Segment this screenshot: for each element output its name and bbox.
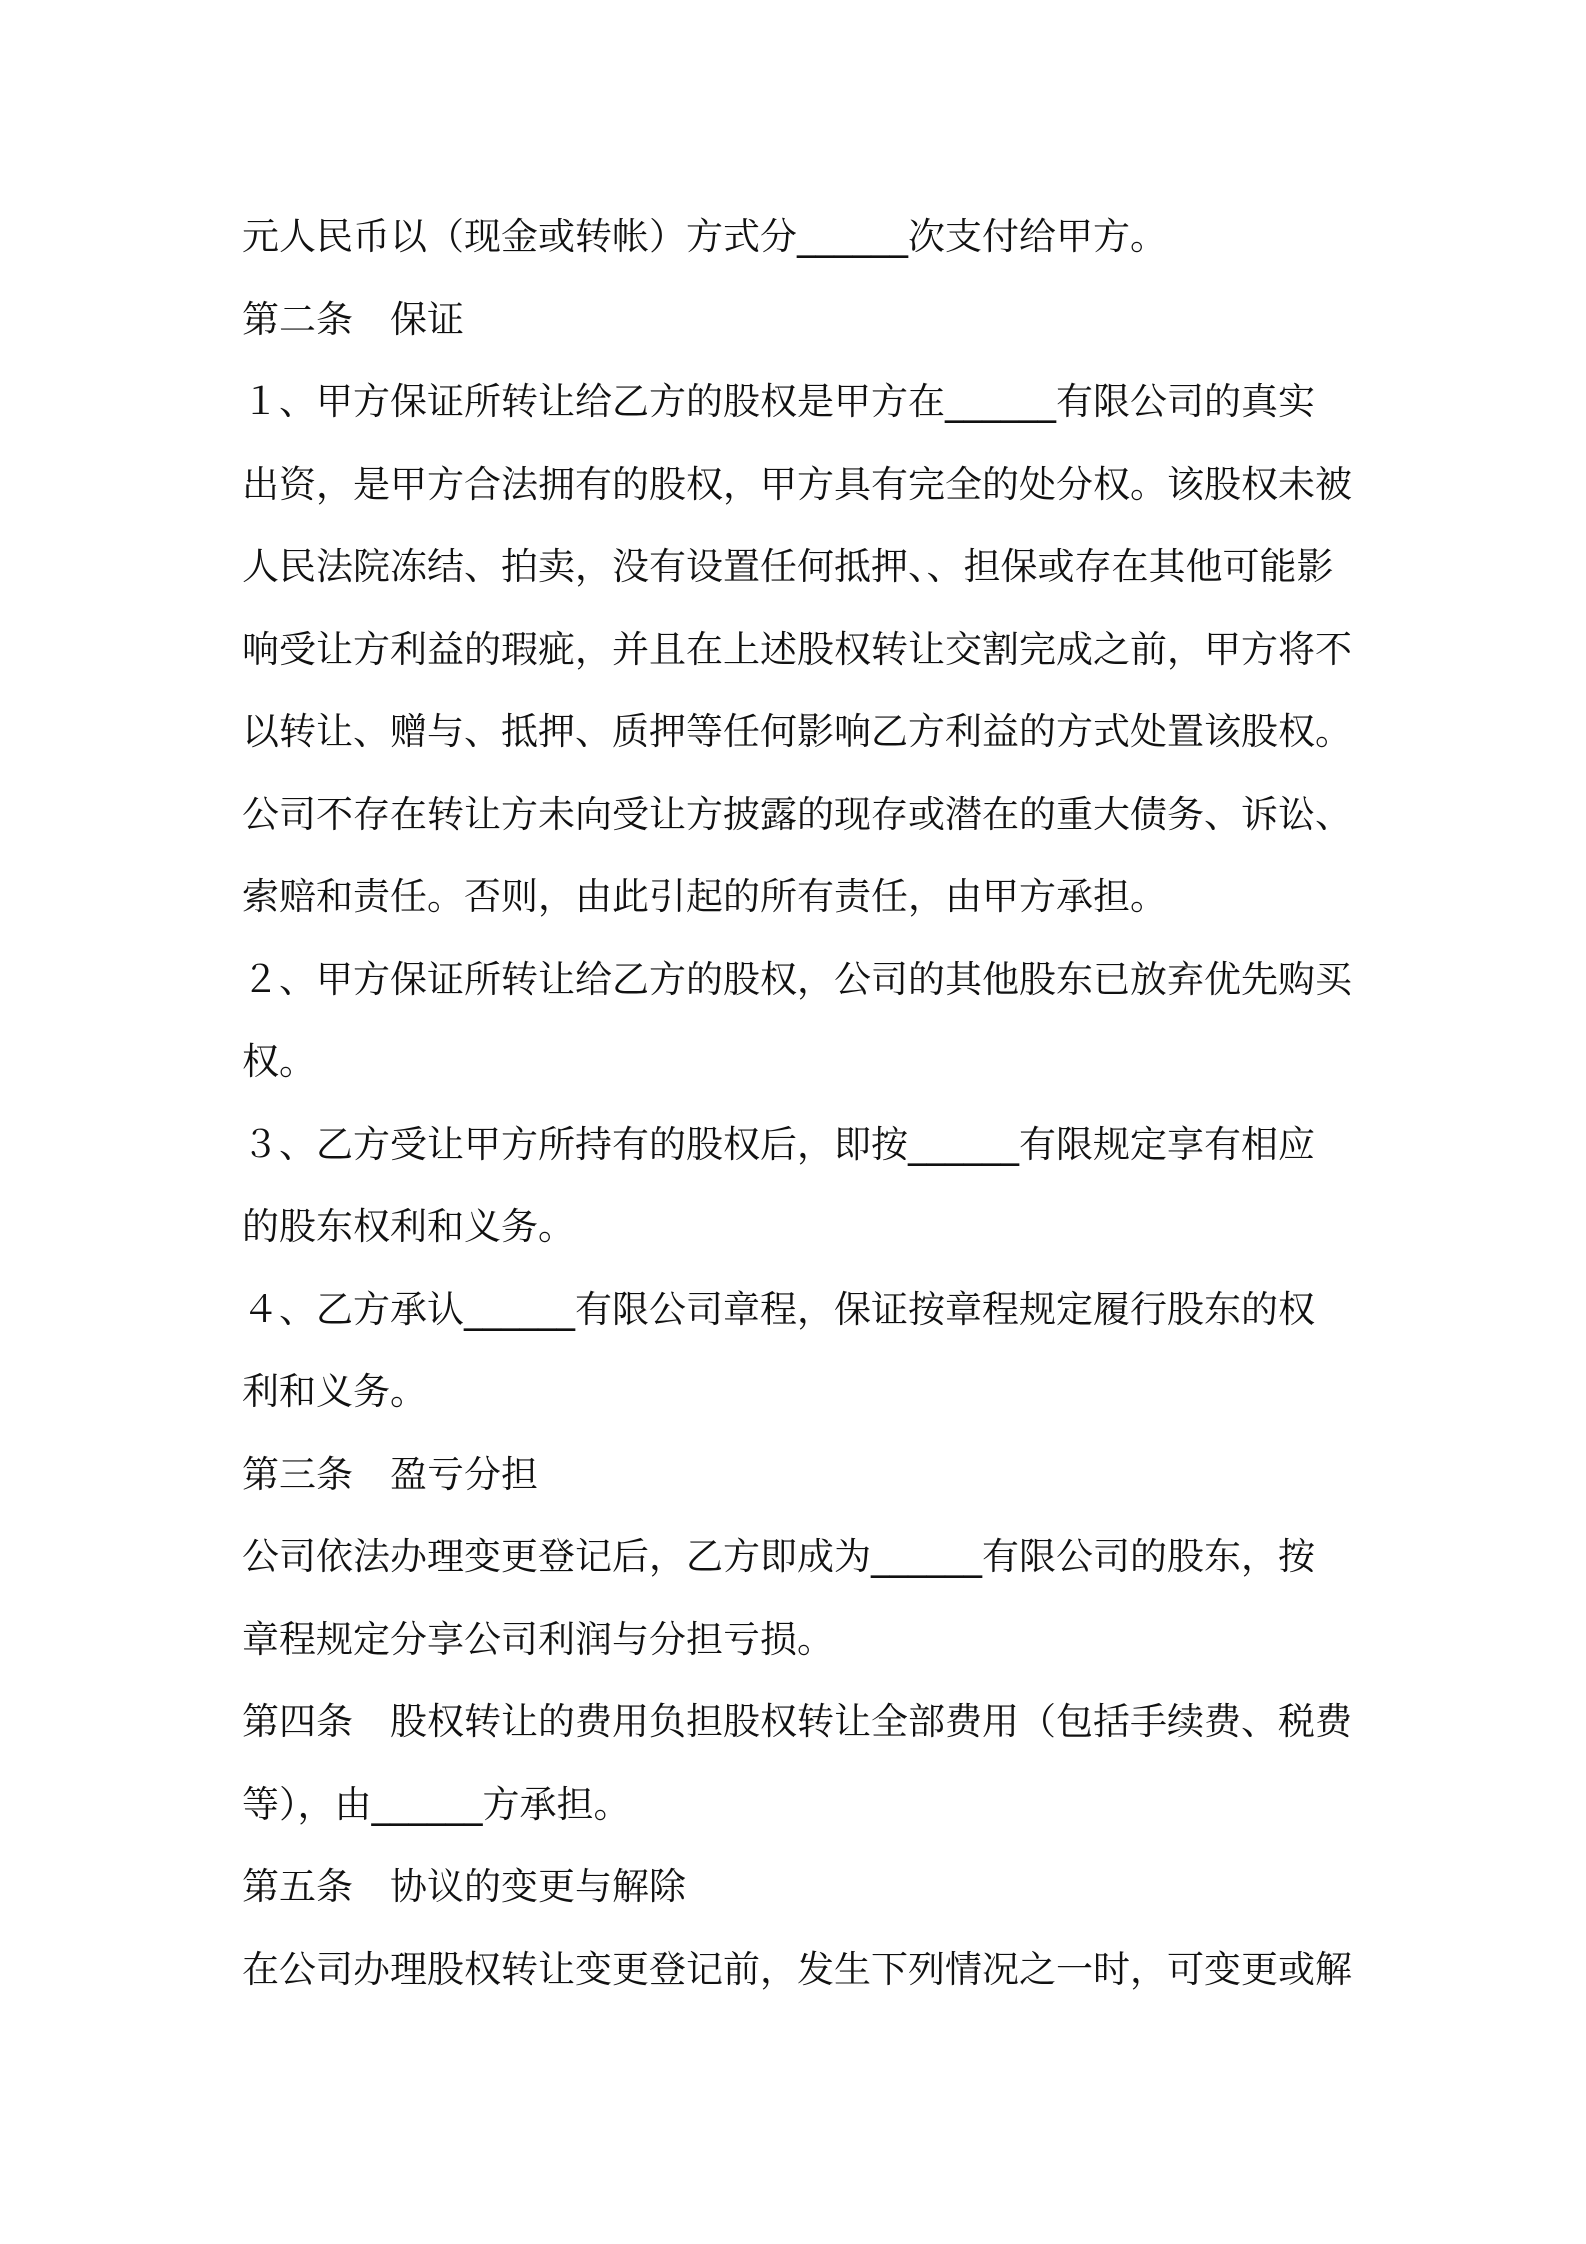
text-line: 索赔和责任。否则，由此引起的所有责任，由甲方承担。 <box>242 875 1167 918</box>
text-line: 响受让方利益的瑕疵，并且在上述股权转让交割完成之前，甲方将不 <box>242 627 1352 671</box>
text-line: 利和义务。 <box>242 1370 427 1413</box>
text-line: 人民法院冻结、拍卖，没有设置任何抵押、、担保或存在其他可能影 <box>242 545 1334 588</box>
section-heading: 第二条 保证 <box>242 297 464 341</box>
text-line: 元人民币以（现金或转帐）方式分______次支付给甲方。 <box>242 215 1167 258</box>
section-heading: 第三条 盈亏分担 <box>242 1452 538 1496</box>
text-line: ４、乙方承认______有限公司章程，保证按章程规定履行股东的权 <box>242 1287 1315 1331</box>
text-line: 在公司办理股权转让变更登记前，发生下列情况之一时，可变更或解 <box>242 1947 1352 1991</box>
text-line: １、甲方保证所转让给乙方的股权是甲方在______有限公司的真实 <box>242 380 1315 423</box>
text-line: 等），由______方承担。 <box>242 1782 631 1826</box>
document-body <box>242 196 1357 2011</box>
text-line: ３、乙方受让甲方所持有的股权后，即按______有限规定享有相应 <box>242 1122 1315 1166</box>
text-line: 章程规定分享公司利润与分担亏损。 <box>242 1617 834 1661</box>
text-line: 公司依法办理变更登记后，乙方即成为______有限公司的股东，按 <box>242 1535 1315 1578</box>
text-line: 权。 <box>242 1040 316 1083</box>
text-line: 以转让、赠与、抵押、质押等任何影响乙方利益的方式处置该股权。 <box>242 710 1352 753</box>
text-line: 的股东权利和义务。 <box>242 1205 575 1248</box>
text-line: 出资，是甲方合法拥有的股权，甲方具有完全的处分权。该股权未被 <box>242 462 1352 506</box>
section-heading: 第四条 股权转让的费用负担股权转让全部费用（包括手续费、税费 <box>242 1700 1352 1743</box>
text-line: ２、甲方保证所转让给乙方的股权，公司的其他股东已放弃优先购买 <box>242 957 1352 1001</box>
section-heading: 第五条 协议的变更与解除 <box>242 1865 686 1908</box>
text-line: 公司不存在转让方未向受让方披露的现存或潜在的重大债务、诉讼、 <box>242 792 1352 836</box>
